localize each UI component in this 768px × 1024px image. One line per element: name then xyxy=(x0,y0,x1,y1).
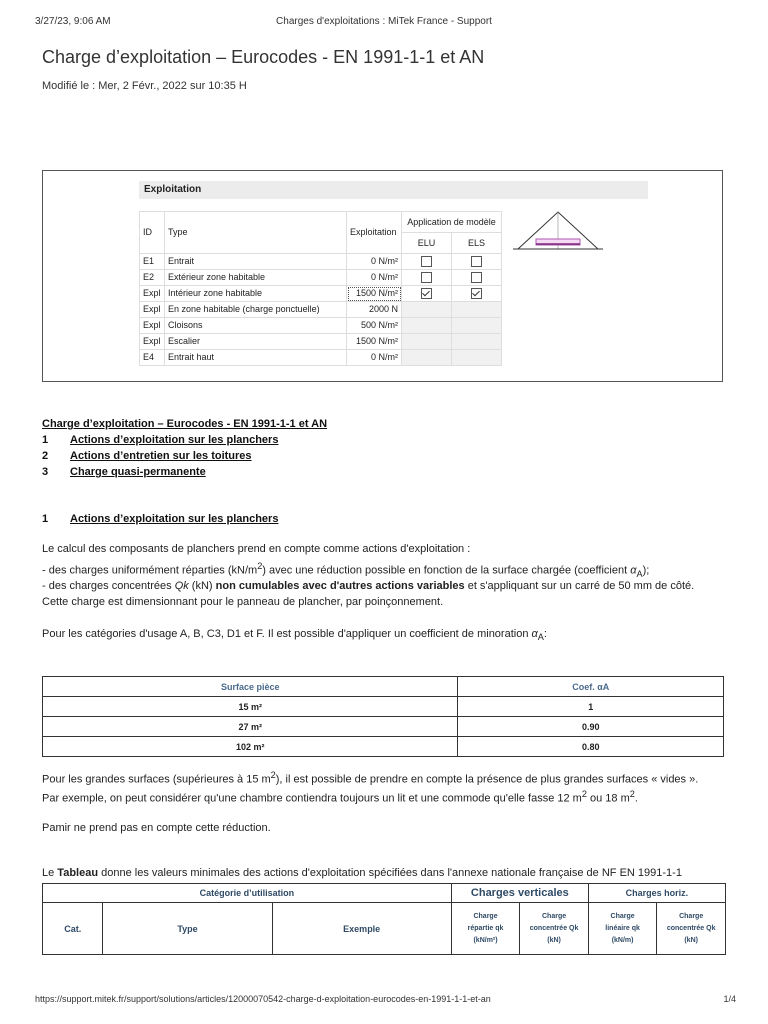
toc-item-2[interactable] xyxy=(42,450,252,462)
subheader-line: répartie qk xyxy=(467,924,504,932)
text: Pour les grandes surfaces (supérieures à 15 m xyxy=(42,773,271,786)
row-id: Expl xyxy=(140,286,165,302)
row-type: Entrait xyxy=(165,254,347,270)
col-type: Type xyxy=(165,212,347,254)
row-type: Cloisons xyxy=(165,318,347,334)
row-value: 1500 N/m² xyxy=(347,334,402,350)
header-vertical-loads: Charges verticales xyxy=(451,884,588,903)
row-els xyxy=(452,254,502,270)
text: Pour les catégories d'usage A, B, C3, D1 et F. Il est possible d'appliquer un coefficient de minoration xyxy=(42,628,532,640)
exploitation-section-bar xyxy=(139,181,648,199)
header-category: Catégorie d’utilisation xyxy=(43,884,452,903)
coefficient-cell: 0.90 xyxy=(458,717,724,737)
col-exploitation: Exploitation xyxy=(347,212,402,254)
superscript: 2 xyxy=(581,789,587,799)
row-type: Entrait haut xyxy=(165,350,347,366)
col-id: ID xyxy=(140,212,165,254)
text: ); xyxy=(642,564,650,577)
subheader-line: (kN/m) xyxy=(611,936,634,944)
paragraph-punching: Cette charge est dimensionnant pour le panneau de plancher, par poinçonnement. xyxy=(42,596,444,608)
print-page-title: Charges d'exploitations : MiTek France - Support xyxy=(276,16,492,27)
row-id: E2 xyxy=(140,270,165,286)
bold-text: Tableau xyxy=(57,867,99,879)
paragraph-intro: Le calcul des composants de planchers prend en compte comme actions d'exploitation : xyxy=(42,543,471,555)
exploitation-table xyxy=(139,211,502,366)
superscript: 2 xyxy=(270,770,276,780)
exploitation-row xyxy=(140,334,502,350)
toc-item-label: Actions d’entretien sur les toitures xyxy=(70,450,252,462)
paragraph-table-intro xyxy=(42,867,682,879)
toc-item-label: Charge quasi-permanente xyxy=(70,466,206,478)
row-els xyxy=(452,286,502,302)
row-els xyxy=(452,270,502,286)
row-els xyxy=(452,318,502,334)
text: Le xyxy=(42,867,58,879)
row-elu xyxy=(402,302,452,318)
alpha-symbol: α xyxy=(630,564,637,577)
toc-item-number: 2 xyxy=(42,450,49,462)
toc-item-number: 1 xyxy=(42,434,49,446)
row-els xyxy=(452,350,502,366)
exploitation-screenshot xyxy=(42,170,723,382)
row-elu xyxy=(402,334,452,350)
row-value: 2000 N xyxy=(347,302,402,318)
row-value: 500 N/m² xyxy=(347,318,402,334)
text: : xyxy=(543,628,547,640)
row-id: Expl xyxy=(140,334,165,350)
row-type: Escalier xyxy=(165,334,347,350)
footer-url: https://support.mitek.fr/support/solutions/articles/12000070542-charge-d-exploitation-eurocodes-en-1991-1-1-et-an xyxy=(35,994,491,1004)
row-value: 0 N/m² xyxy=(347,254,402,270)
surface-cell: 15 m² xyxy=(43,697,458,717)
col-type: Type xyxy=(103,903,272,955)
exploitation-row xyxy=(140,318,502,334)
paragraph-pamir: Pamir ne prend pas en compte cette réduction. xyxy=(42,822,271,834)
surface-cell: 102 m² xyxy=(43,737,458,757)
subheader-line: Charge xyxy=(542,912,567,920)
subheader-line: linéaire qk xyxy=(605,924,640,932)
section-title: Actions d’exploitation sur les planchers xyxy=(70,513,279,525)
els-checkbox[interactable] xyxy=(471,288,482,299)
subheader-line: (kN) xyxy=(547,936,561,944)
subheader-line: Charge xyxy=(679,912,704,920)
coefficient-row xyxy=(43,737,724,757)
alpha-symbol: α xyxy=(531,628,538,640)
coefficient-cell: 1 xyxy=(458,697,724,717)
row-els xyxy=(452,334,502,350)
row-elu xyxy=(402,350,452,366)
subscript: A xyxy=(537,632,544,643)
bold-text: non cumulables avec d'autres actions variables xyxy=(215,580,465,592)
superscript: 2 xyxy=(629,789,635,799)
col-exemple: Exemple xyxy=(272,903,451,955)
row-elu xyxy=(402,318,452,334)
text: - des charges uniformément réparties (kN/m xyxy=(42,564,258,577)
text: et s'appliquant sur un carré de 50 mm de côté. xyxy=(464,580,695,592)
row-id: Expl xyxy=(140,302,165,318)
subheader-line: concentrée Qk xyxy=(529,924,579,932)
text: donne les valeurs minimales des actions d'exploitation spécifiées dans l'annexe nationale française de NF EN 1991-1-1 xyxy=(98,867,682,879)
row-type: Extérieur zone habitable xyxy=(165,270,347,286)
subheader-line: Charge xyxy=(610,912,635,920)
paragraph-categories xyxy=(42,628,547,642)
toc-title[interactable]: Charge d’exploitation – Eurocodes - EN 1991-1-1 et AN xyxy=(42,418,328,430)
col-charge-repartie xyxy=(451,903,519,955)
subheader-line: (kN) xyxy=(684,936,698,944)
text: ), il est possible de prendre en compte la présence de plus grandes surfaces « vides ». xyxy=(275,773,699,786)
els-checkbox[interactable] xyxy=(471,272,482,283)
print-date: 3/27/23, 9:06 AM xyxy=(35,16,111,27)
row-elu xyxy=(402,286,452,302)
coefficient-row xyxy=(43,697,724,717)
toc-item-1[interactable] xyxy=(42,434,278,446)
paragraph-large-surfaces xyxy=(42,770,698,786)
row-id: E4 xyxy=(140,350,165,366)
paragraph-concentrated-loads xyxy=(42,580,694,592)
text: ou 18 m xyxy=(586,792,630,805)
row-value: 1500 N/m² xyxy=(347,286,402,302)
surface-cell: 27 m² xyxy=(43,717,458,737)
article-title: Charge d’exploitation – Eurocodes - EN 1991-1-1 et AN xyxy=(42,47,485,67)
exploitation-row xyxy=(140,254,502,270)
qk-symbol: Qk xyxy=(174,580,189,592)
header-horizontal-loads: Charges horiz. xyxy=(588,884,725,903)
col-application: Application de modèle xyxy=(402,212,502,233)
row-elu xyxy=(402,254,452,270)
subheader-line: concentrée Qk xyxy=(666,924,716,932)
col-charge-lineaire xyxy=(588,903,656,955)
toc-item-number: 3 xyxy=(42,466,49,478)
row-value: 0 N/m² xyxy=(347,350,402,366)
row-elu xyxy=(402,270,452,286)
toc-item-3[interactable] xyxy=(42,466,206,478)
els-checkbox[interactable] xyxy=(471,256,482,267)
col-els: ELS xyxy=(452,233,502,254)
text: . xyxy=(634,792,638,805)
col-charge-concentree-horiz xyxy=(657,903,726,955)
coefficient-table xyxy=(42,676,724,757)
coefficient-cell: 0.80 xyxy=(458,737,724,757)
text: ) avec une réduction possible en fonction de la surface chargée (coefficient xyxy=(262,564,631,577)
toc-item-label: Actions d’exploitation sur les planchers xyxy=(70,434,279,446)
truss-diagram-icon xyxy=(513,209,603,255)
exploitation-row xyxy=(140,270,502,286)
exploitation-row xyxy=(140,286,502,302)
exploitation-row xyxy=(140,350,502,366)
elu-checkbox[interactable] xyxy=(421,272,432,283)
coefficient-row xyxy=(43,717,724,737)
col-surface: Surface pièce xyxy=(43,677,458,697)
subscript: A xyxy=(636,568,643,579)
row-els xyxy=(452,302,502,318)
usage-categories-table xyxy=(42,883,726,955)
subheader-line: Charge xyxy=(473,912,498,920)
exploitation-row xyxy=(140,302,502,318)
elu-checkbox[interactable] xyxy=(421,288,432,299)
section-1-heading xyxy=(42,513,278,525)
text: Par exemple, on peut considérer qu'une chambre contiendra toujours un lit et une commode qu'elle fasse 12 m xyxy=(42,792,582,805)
subheader-line: (kN/m²) xyxy=(473,936,498,944)
row-type: En zone habitable (charge ponctuelle) xyxy=(165,302,347,318)
modified-date: Modifié le : Mer, 2 Févr., 2022 sur 10:35 H xyxy=(42,80,247,92)
col-elu: ELU xyxy=(402,233,452,254)
col-charge-concentree xyxy=(520,903,589,955)
footer-page-number: 1/4 xyxy=(723,994,736,1004)
exploitation-section-label: Exploitation xyxy=(144,184,202,195)
row-id: Expl xyxy=(140,318,165,334)
col-coefficient: Coef. αA xyxy=(458,677,724,697)
section-number: 1 xyxy=(42,513,49,525)
row-type: Intérieur zone habitable xyxy=(165,286,347,302)
text: - des charges concentrées xyxy=(42,580,175,592)
row-id: E1 xyxy=(140,254,165,270)
col-cat: Cat. xyxy=(43,903,103,955)
superscript: 2 xyxy=(257,561,263,571)
paragraph-uniform-loads xyxy=(42,561,649,579)
elu-checkbox[interactable] xyxy=(421,256,432,267)
row-value: 0 N/m² xyxy=(347,270,402,286)
text: (kN) xyxy=(188,580,216,592)
paragraph-example xyxy=(42,789,638,805)
